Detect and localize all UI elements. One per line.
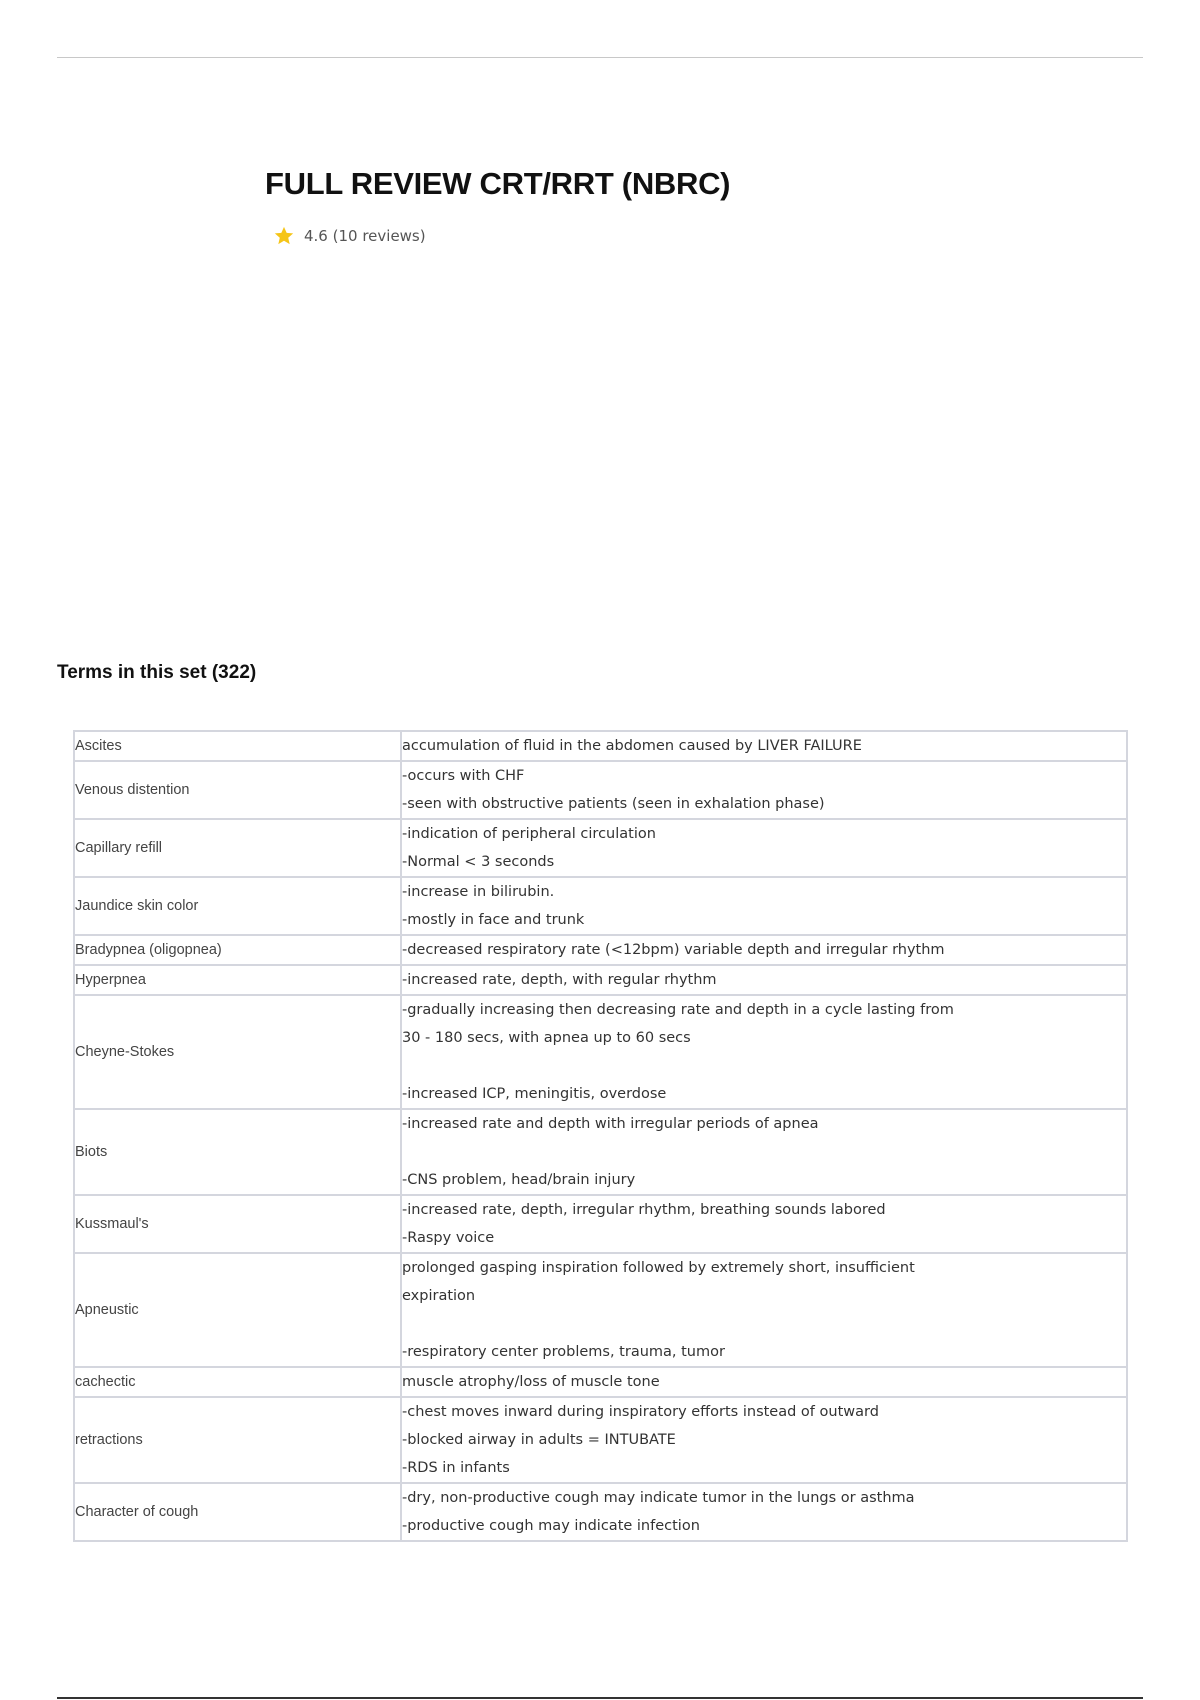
definition-line: -increased ICP, meningitis, overdose	[402, 1086, 667, 1102]
definition-line: prolonged gasping inspiration followed by extremely short, insufficient	[402, 1260, 915, 1276]
definition-line	[402, 1310, 1126, 1338]
definition-line: -chest moves inward during inspiratory efforts instead of outward	[402, 1404, 879, 1420]
definition-cell	[401, 731, 1127, 761]
definition-cell	[401, 1253, 1127, 1367]
definition-line: 30 - 180 secs, with apnea up to 60 secs	[402, 1030, 691, 1046]
definition-line: -respiratory center problems, trauma, tumor	[402, 1344, 725, 1360]
definition-cell	[401, 995, 1127, 1109]
star-icon	[273, 225, 295, 247]
definition-line: -increased rate, depth, irregular rhythm, breathing sounds labored	[402, 1202, 886, 1218]
definition-cell	[401, 1195, 1127, 1253]
table-row	[74, 761, 1127, 819]
definition-cell	[401, 761, 1127, 819]
definition-line: -indication of peripheral circulation	[402, 826, 656, 842]
top-divider	[57, 57, 1143, 58]
definition-cell	[401, 1483, 1127, 1541]
term-cell: Kussmaul's	[74, 1195, 401, 1253]
definition-line	[402, 1052, 1126, 1080]
definition-cell	[401, 935, 1127, 965]
table-row	[74, 1109, 1127, 1195]
bottom-divider	[57, 1697, 1143, 1699]
definition-line: -dry, non-productive cough may indicate tumor in the lungs or asthma	[402, 1490, 915, 1506]
definition-cell	[401, 877, 1127, 935]
table-row	[74, 995, 1127, 1109]
term-cell: cachectic	[74, 1367, 401, 1397]
table-row	[74, 965, 1127, 995]
definition-line: accumulation of fluid in the abdomen caused by LIVER FAILURE	[402, 738, 862, 754]
definition-line: -decreased respiratory rate (<12bpm) variable depth and irregular rhythm	[402, 942, 945, 958]
definition-line: -occurs with CHF	[402, 768, 525, 784]
definition-line: expiration	[402, 1288, 476, 1304]
term-cell: Venous distention	[74, 761, 401, 819]
definition-cell	[401, 965, 1127, 995]
table-row	[74, 935, 1127, 965]
definition-cell	[401, 819, 1127, 877]
definition-line: -productive cough may indicate infection	[402, 1518, 700, 1534]
definition-line: -increase in bilirubin.	[402, 884, 555, 900]
table-row	[74, 1397, 1127, 1483]
term-cell: Biots	[74, 1109, 401, 1195]
term-cell: Hyperpnea	[74, 965, 401, 995]
term-cell: retractions	[74, 1397, 401, 1483]
definition-line: -seen with obstructive patients (seen in exhalation phase)	[402, 796, 825, 812]
table-row	[74, 1253, 1127, 1367]
definition-line: -increased rate, depth, with regular rhythm	[402, 972, 717, 988]
definition-cell	[401, 1367, 1127, 1397]
term-cell: Ascites	[74, 731, 401, 761]
terms-table	[73, 730, 1128, 1542]
definition-line: -blocked airway in adults = INTUBATE	[402, 1432, 676, 1448]
term-cell: Jaundice skin color	[74, 877, 401, 935]
definition-line: -RDS in infants	[402, 1460, 510, 1476]
definition-line: -mostly in face and trunk	[402, 912, 585, 928]
definition-cell	[401, 1397, 1127, 1483]
table-row	[74, 1483, 1127, 1541]
table-row	[74, 877, 1127, 935]
rating-text: 4.6 (10 reviews)	[304, 227, 426, 245]
term-cell: Bradypnea (oligopnea)	[74, 935, 401, 965]
term-cell: Cheyne-Stokes	[74, 995, 401, 1109]
table-row	[74, 819, 1127, 877]
term-cell: Character of cough	[74, 1483, 401, 1541]
table-row	[74, 1367, 1127, 1397]
rating	[273, 225, 426, 247]
terms-table-container	[73, 730, 1128, 1643]
definition-line: muscle atrophy/loss of muscle tone	[402, 1374, 660, 1390]
definition-line: -Raspy voice	[402, 1230, 495, 1246]
definition-line: -CNS problem, head/brain injury	[402, 1172, 636, 1188]
table-row	[74, 1195, 1127, 1253]
definition-line: -Normal < 3 seconds	[402, 854, 555, 870]
term-cell: Capillary refill	[74, 819, 401, 877]
term-cell: Apneustic	[74, 1253, 401, 1367]
definition-cell	[401, 1109, 1127, 1195]
table-row	[74, 731, 1127, 761]
page-title: FULL REVIEW CRT/RRT (NBRC)	[265, 166, 731, 201]
terms-heading: Terms in this set (322)	[57, 662, 257, 683]
definition-line	[402, 1138, 1126, 1166]
definition-line: -gradually increasing then decreasing rate and depth in a cycle lasting from	[402, 1002, 954, 1018]
definition-line: -increased rate and depth with irregular periods of apnea	[402, 1116, 819, 1132]
